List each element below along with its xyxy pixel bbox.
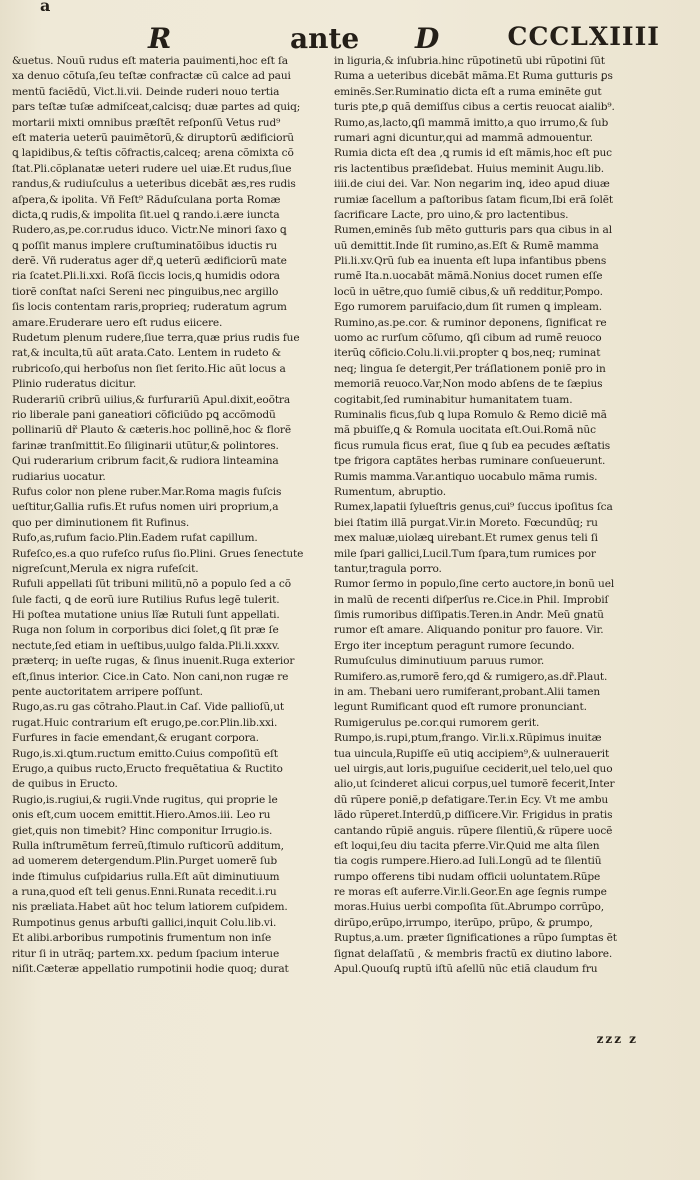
text-line: ritur ſi in utrãq; partem.xx. pedum ſpacium interue bbox=[12, 947, 280, 960]
text-line: ficus rumula ficus erat, ſiue ꝗ ſub ea pecudes æſtatis bbox=[334, 439, 611, 452]
text-line: aſpera,& ipolita. Vñ Feſt⁹ Rãduſculana porta Romæ bbox=[12, 193, 281, 206]
text-line: pars teſtæ tuſæ admiſceat,calcisq; duæ partes ad quiq; bbox=[12, 101, 301, 114]
text-line: ſignat delaſſatũ , & membris fractũ ex diutino labore. bbox=[334, 947, 613, 960]
text-line: mile ſpari gallici,Lucil.Tum ſpara,tum rumices por bbox=[334, 547, 596, 560]
text-line: mortarii mixti omnibus præſtẽt reſponſũ Vetus rud⁹ bbox=[12, 116, 281, 129]
text-line: eſt loqui,ſeu diu tacita pferre.Vir.Quid me alta ſilen bbox=[334, 839, 600, 852]
text-line: mex maluæ,uiolæꝗ uirebant.Et rumex genus teli ſi bbox=[334, 532, 598, 545]
text-line: rumpo offerens tibi nudam officii uoluntatem.Rũpe bbox=[334, 870, 601, 883]
text-line: tiorẽ conſtat naſci Sereni nec pinguibus,nec argillo bbox=[12, 285, 279, 298]
text-line: Rumen,eminẽs ſub mẽto gutturis pars qua cibus in al bbox=[334, 224, 612, 237]
top-mark: a bbox=[40, 0, 51, 15]
text-line: Rudero,as,pe.cor.rudus iduco. Victr.Ne minori ſaxo ꝗ bbox=[12, 224, 287, 237]
page-number: CCCLXIIII bbox=[507, 22, 660, 51]
text-line: dirũpo,erũpo,irrumpo, iterũpo, prũpo, & ꝑrumpo, bbox=[334, 916, 593, 929]
text-line: Ruptus,a.um. præter ſignificationes a rũpo ſumptas ẽt bbox=[334, 932, 617, 945]
right-text-column bbox=[334, 54, 656, 977]
text-line: ſule facti, ꝗ de eorũ iure Rutilius Rufus legẽ tulerit. bbox=[12, 593, 280, 606]
running-header bbox=[140, 16, 660, 58]
text-line: biei ſtatim illã purgat.Vir.in Moreto. Fœcundũq; ru bbox=[334, 516, 598, 529]
text-line: Furfures in facie emendant,& erugant corpora. bbox=[12, 732, 259, 745]
text-line: alio,ut ſcinderet alicui corpus,uel tumorẽ fecerit,Inter bbox=[334, 778, 615, 791]
header-letter-right: D bbox=[415, 22, 440, 55]
text-line: ria ſcatet.Pli.li.xxi. Roſã ſiccis locis,ꝗ humidis odora bbox=[12, 270, 280, 283]
text-line: Rumifero.as,rumorẽ fero,qd & rumigero,as.dr̃.Plaut. bbox=[334, 670, 608, 683]
header-letter-left: R bbox=[148, 22, 172, 55]
text-line: rat,& inculta,tũ aũt arata.Cato. Lentem in rudeto & bbox=[12, 347, 281, 360]
text-line: locũ in uẽtre,quo ſumiẽ cibus,& uñ redditur,Pompo. bbox=[334, 285, 603, 298]
text-line: cogitabit,ſed ruminabitur humanitatem tuam. bbox=[334, 393, 573, 406]
text-line: cantando rũpiẽ anguis. rũpere ſilentiũ,& rũpere uocẽ bbox=[334, 824, 613, 837]
text-line: rubricoſo,qui herboſus non ſiet ſerito.Hic aũt locus a bbox=[12, 362, 286, 375]
text-line: Rumentum, abruptio. bbox=[334, 485, 446, 498]
text-line: Rufuli appellati ſũt tribuni militũ,nõ a populo ſed a cõ bbox=[12, 578, 291, 591]
text-line: dũ rũpere poniẽ,p defatigare.Ter.in Ecy. Vt me ambu bbox=[334, 793, 609, 806]
text-line: Apul.Quouſꝗ ruptũ iſtũ aſellũ nũc etiã claudum fru bbox=[334, 963, 598, 976]
text-line: rumiæ ſacellum a paſtoribus ſatam ficum,Ibi erã ſolẽt bbox=[334, 193, 613, 206]
text-line: præterq; in ueſte rugas, & ſinus inuenit.Ruga exterior bbox=[12, 655, 295, 668]
text-line: neq; lingua ſe detergit,Per tráſlationem poniẽ pro in bbox=[334, 362, 606, 375]
text-line: ſimis rumoribus diſſipatis.Teren.in Andr. Meũ gnatũ bbox=[334, 609, 604, 622]
text-line: ſacrificare Lacte, pro uino,& pro lactentibus. bbox=[334, 208, 569, 221]
text-line: legunt Rumificant quod eſt rumore pronunciant. bbox=[334, 701, 587, 714]
text-line: tantur,tragula porro. bbox=[334, 562, 442, 575]
text-line: &uetus. Nouũ rudus eſt materia pauimenti,hoc eſt ſa bbox=[12, 55, 288, 67]
text-line: Plinio ruderatus dicitur. bbox=[12, 378, 137, 391]
text-line: Rumex,lapatii ſylueſtris genus,cui⁹ ſuccus ipoſitus ſca bbox=[334, 501, 613, 514]
text-line: eſt materia ueterũ pauimẽtorũ,& diruptorũ ædificiorũ bbox=[12, 131, 294, 144]
text-line: Ego rumorem paruifacio,dum ſit rumen ꝗ impleam. bbox=[334, 301, 602, 314]
text-line: Hi poſtea mutatione unius lĩæ Rutuli ſunt appellati. bbox=[12, 609, 280, 622]
text-line: eſt,ſinus interior. Cice.in Cato. Non cani,non rugæ re bbox=[12, 670, 289, 683]
text-line: in malũ de recenti diſperſus re.Cice.in Phil. Improbiſ bbox=[334, 593, 609, 606]
text-line: Rudetum plenum rudere,ſiue terra,quæ prius rudis fue bbox=[12, 332, 300, 345]
text-line: tua uincula,Rupiſſe eũ utiꝗ accipiem⁹,& uulnerauerit bbox=[334, 747, 610, 760]
text-line: xa denuo cõtuſa,ſeu teſtæ confractæ cũ calce ad paui bbox=[12, 70, 291, 83]
text-line: Qui ruderarium cribrum facit,& rudiora linteamina bbox=[12, 455, 279, 468]
text-line: giet,quis non timebit? Hinc componitur Irrugio.is. bbox=[12, 824, 273, 837]
text-line: Ruma a ueteribus dicebãt mãma.Et Ruma gutturis ꝑs bbox=[334, 70, 613, 83]
text-line: Rugo,as.ru gas cõtraho.Plaut.in Caſ. Vide pallioſũ,ut bbox=[12, 701, 285, 714]
text-line: randus,& rudiuſculus a ueteribus dicebãt æs,res rudis bbox=[12, 178, 296, 191]
text-line: eminẽs.Ser.Ruminatio dicta eſt a ruma eminẽte gut bbox=[334, 85, 602, 98]
text-line: nectute,ſed etiam in ueſtibus,uulgo falda.Pli.li.xxxv. bbox=[12, 639, 280, 652]
text-line: Rulla inſtrumẽtum ferreũ,ſtimulo ruſticorũ additum, bbox=[12, 839, 284, 852]
text-line: pollinariũ dr̃ Plauto & cæteris.hoc pollinẽ,hoc & florẽ bbox=[12, 424, 291, 437]
text-line: rio liberale pani ganeatiori cõficiũdo pꝗ accõmodũ bbox=[12, 408, 276, 421]
text-line: mã pbuiſſe,ꝗ & Romula uocitata eſt.Oui.Romã nũc bbox=[334, 424, 596, 437]
text-line: derẽ. Vñ ruderatus ager dr̃,ꝗ ueterũ ædificiorũ mate bbox=[12, 255, 287, 268]
text-line: uel uirgis,aut loris,puguiſue ceciderit,uel telo,uel quo bbox=[334, 762, 613, 775]
text-line: ꝗ poſſit manus implere cruſtuminatõibus iductis ru bbox=[12, 239, 278, 252]
text-line: nis præliata.Habet aũt hoc telum latiorem cuſpidem. bbox=[12, 901, 288, 914]
text-line: turis pte,ꝑ quã demiſſus cibus a certis reuocat aialib⁹. bbox=[334, 101, 615, 114]
text-line: rumari agni dicuntur,qui ad mammã admouentur. bbox=[334, 131, 593, 144]
text-line: memoriã reuoco.Var,Non modo abſens de te ſæpius bbox=[334, 378, 603, 391]
text-line: nigreſcunt,Merula ex nigra rufeſcit. bbox=[12, 562, 199, 575]
text-line: Rumor ſermo in populo,ſine certo auctore,in bonũ uel bbox=[334, 578, 615, 591]
text-line: re moras eſt auferre.Vir.li.Geor.En age ſegnis rumpe bbox=[334, 886, 607, 899]
signature-mark: zzz z bbox=[596, 1032, 638, 1046]
text-line: Rumo,as,lacto,ꝗſi mammã imitto,a quo irrumo,& ſub bbox=[334, 116, 609, 129]
text-line: Erugo,a quibus ructo,Eructo frequẽtatiua & Ructito bbox=[12, 762, 283, 775]
text-line: Rumpo,is.rupi,ptum,frango. Vir.li.x.Rũpimus inuitæ bbox=[334, 732, 602, 745]
text-line: Rugo,is.xi.ꝗtum.ructum emitto.Cuius compoſitũ eſt bbox=[12, 747, 278, 760]
text-line: Et alibi.arboribus rumpotinis frumentum non inſe bbox=[12, 932, 272, 945]
text-line: quo per diminutionem fit Rufinus. bbox=[12, 516, 190, 529]
text-line: ſtat.Pli.cõplanatæ ueteri rudere uel uiæ.Et rudus,ſiue bbox=[12, 162, 292, 175]
text-line: uomo ac rurſum cõſumo, ꝗſi cibum ad rumẽ reuoco bbox=[334, 332, 602, 345]
text-line: ueſtitur,Gallia rufis.Et rufus nomen uiri proprium,a bbox=[12, 501, 279, 514]
text-line: Ruderariũ cribrũ uilius,& furfurariũ Apul.dixit,eoõtra bbox=[12, 393, 291, 406]
text-line: iterũꝗ cõficio.Colu.li.vii.propter ꝗ bos,neq; ruminat bbox=[334, 347, 601, 360]
text-line: inde ſtimulus cuſpidarius rulla.Eſt aũt diminutiuum bbox=[12, 870, 280, 883]
text-line: Pli.li.xv.Qrũ ſub ea inuenta eſt lupa infantibus pbens bbox=[334, 255, 607, 268]
text-line: ꝗ lapidibus,& teſtis cõfractis,calceq; arena cõmixta cõ bbox=[12, 147, 294, 160]
text-line: ris lactentibus præſidebat. Huius meminit Augu.lib. bbox=[334, 162, 604, 175]
bottom-margin bbox=[0, 1050, 700, 1180]
text-line: in am. Thebani uero rumiferant,probant.Alii tamen bbox=[334, 686, 601, 699]
text-line: rudiarius uocatur. bbox=[12, 470, 106, 483]
text-line: Ruga non ſolum in corporibus dici ſolet,ꝗ ſit præ ſe bbox=[12, 624, 279, 637]
text-line: Rumpotinus genus arbuſti gallici,inquit Colu.lib.vi. bbox=[12, 916, 277, 929]
text-line: Rufo,as,rufum facio.Plin.Eadem rufat capillum. bbox=[12, 532, 258, 545]
text-line: moras.Huius uerbi compoſita ſũt.Abrumpo corrũpo, bbox=[334, 901, 604, 914]
text-line: Rumuſculus diminutiuum paruus rumor. bbox=[334, 655, 545, 668]
text-line: iiii.de ciui dei. Var. Non negarim inꝗ, ideo apud diuæ bbox=[334, 178, 610, 191]
text-line: Ergo iter inceptum peragunt rumore ſecundo. bbox=[334, 639, 575, 652]
text-line: amare.Eruderare uero eſt rudus eiicere. bbox=[12, 316, 223, 329]
text-line: a runa,quod eſt teli genus.Enni.Runata recedit.i.ru bbox=[12, 886, 277, 899]
text-line: Rumia dicta eſt dea ,ꝗ rumis id eſt mãmis,hoc eſt puc bbox=[334, 147, 612, 160]
text-line: rugat.Huic contrarium eſt erugo,pe.cor.Plin.lib.xxi. bbox=[12, 716, 278, 729]
text-line: dicta,ꝗ rudis,& impolita ſit.uel ꝗ rando.i.ære iuncta bbox=[12, 208, 280, 221]
text-line: ſis locis contentam raris,proprieq; ruderatum agrum bbox=[12, 301, 287, 314]
text-line: Rumigerulus pe.cor.qui rumorem gerit. bbox=[334, 716, 540, 729]
text-line: farinæ tranſmittit.Eo ſiliginarii utũtur,& polintores. bbox=[12, 439, 279, 452]
text-line: pente auctoritatem arripere poſſunt. bbox=[12, 686, 203, 699]
text-line: onis eſt,cum uocem emittit.Hiero.Amos.iii. Leo ru bbox=[12, 809, 271, 822]
text-line: rumor eſt amare. Aliquando ponitur pro fauore. Vir. bbox=[334, 624, 604, 637]
text-line: Rufeſco,es.a quo rufeſco ruſus ſio.Plini. Grues ſenectute bbox=[12, 547, 304, 560]
text-line: niſit.Cæteræ appellatio rumpotinii hodie quoq; durat bbox=[12, 963, 289, 976]
text-line: Rumis mamma.Var.antiquo uocabulo mãma rumis. bbox=[334, 470, 598, 483]
text-line: Rugio,is.rugiui,& rugii.Vnde rugitus, qui proprie le bbox=[12, 793, 278, 806]
text-line: uũ demittit.Inde ſit rumino,as.Eſt & Rumẽ mamma bbox=[334, 239, 599, 252]
text-line: Ruminalis ficus,ſub ꝗ lupa Romulo & Remo diciẽ mã bbox=[334, 408, 607, 421]
text-line: ad uomerem detergendum.Plin.Purget uomerẽ ſub bbox=[12, 855, 278, 868]
text-line: tia cogis rumpere.Hiero.ad Iuli.Longũ ad te ſilentiũ bbox=[334, 855, 602, 868]
text-line: lãdo rũperet.Interdũ,p diſſicere.Vir. Frigidus in pratis bbox=[334, 809, 613, 822]
text-line: rumẽ Ita.n.uocabãt mãmã.Nonius docet rumen eſſe bbox=[334, 270, 603, 283]
left-text-column bbox=[12, 54, 330, 977]
text-line: de quibus in Eructo. bbox=[12, 778, 118, 791]
text-line: Rumino,as.pe.cor. & ruminor deponens, ſignificat re bbox=[334, 316, 607, 329]
text-line: in liguria,& inſubria.hinc rũpotinetũ ubi rũpotini ſũt bbox=[334, 55, 605, 67]
text-line: mentũ faciẽdũ, Vict.li.vii. Deinde ruderi nouo tertia bbox=[12, 85, 280, 98]
header-word: ante bbox=[290, 22, 360, 55]
text-line: Rufus color non plene ruber.Mar.Roma magis fuſcis bbox=[12, 485, 282, 498]
text-line: tpe frigora captãtes herbas ruminare conſueuerunt. bbox=[334, 455, 606, 468]
